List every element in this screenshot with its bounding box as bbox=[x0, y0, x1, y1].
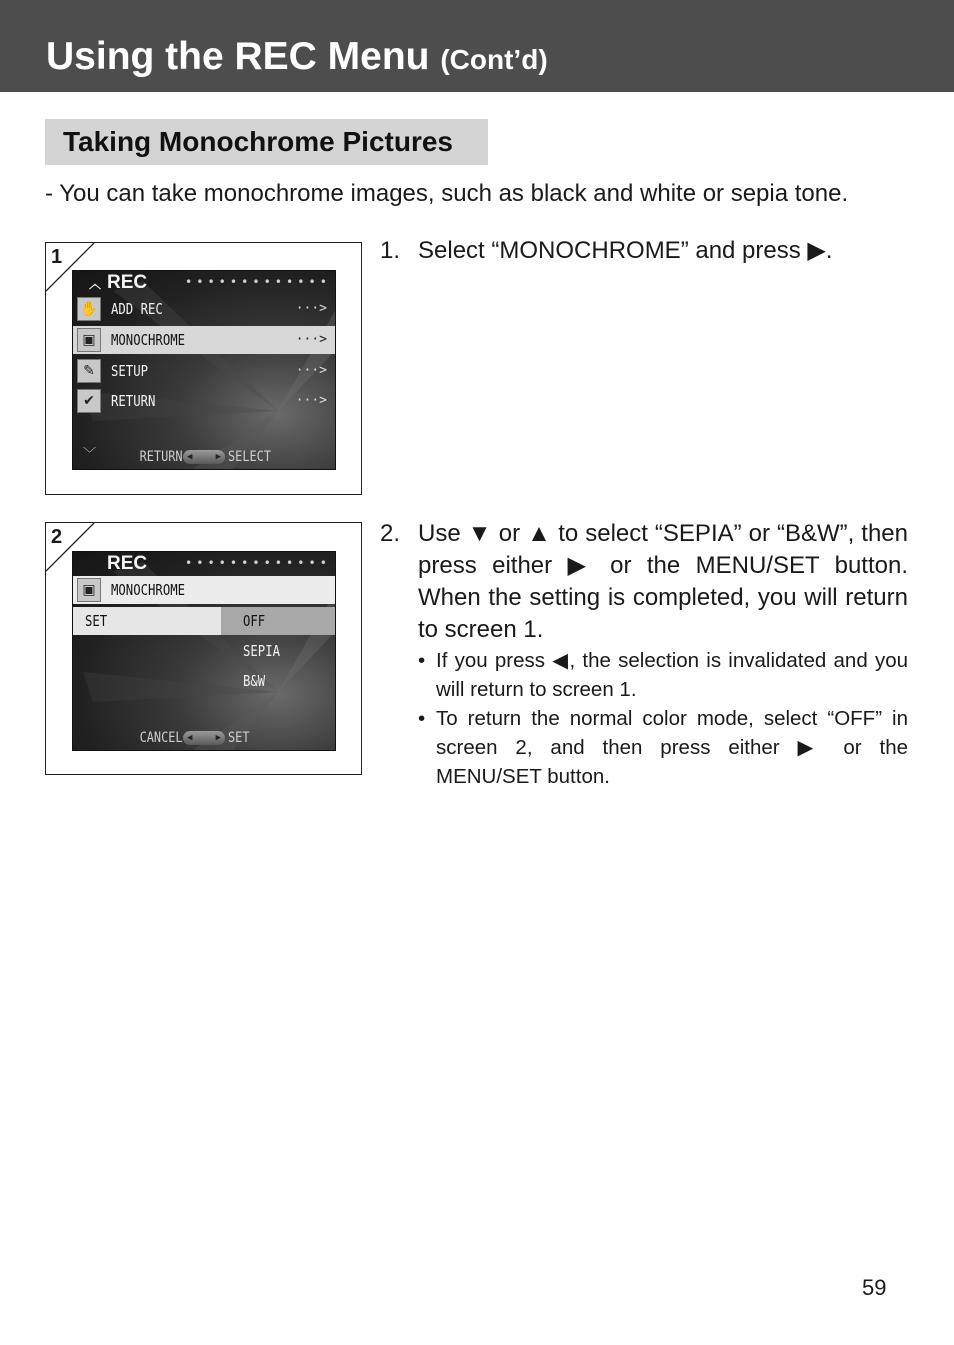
screen-1-number: 1 bbox=[51, 246, 63, 268]
footer-return-label: RETURN bbox=[140, 449, 183, 465]
lcd-menu-title: REC bbox=[107, 553, 148, 574]
screen-2-lcd bbox=[72, 551, 336, 751]
option-sepia[interactable]: SEPIA bbox=[243, 642, 281, 660]
step-2-number: 2. bbox=[380, 520, 401, 547]
menu-item-label: RETURN bbox=[111, 392, 156, 410]
footer-set-label: SET bbox=[228, 730, 250, 746]
step-1-text: Select “MONOCHROME” and press ▶. bbox=[418, 237, 833, 264]
lcd-tab-dots: ••••••••••••• bbox=[185, 556, 331, 570]
menu-item-add-rec[interactable] bbox=[73, 295, 335, 323]
chevron-right-icon: ···> bbox=[295, 301, 327, 316]
step-2 bbox=[380, 518, 908, 646]
option-highlight bbox=[221, 607, 335, 635]
note-text: To return the normal color mode, select “OFF” in screen 2, and then press either ▶ or the MENU/SET button. bbox=[436, 707, 908, 788]
lcd-menu-title-text: REC bbox=[107, 272, 148, 293]
menu-item-return[interactable] bbox=[73, 387, 335, 415]
lcd-footer bbox=[73, 726, 335, 750]
note-item bbox=[418, 646, 908, 704]
menu-item-label: MONOCHROME bbox=[111, 331, 186, 349]
chevron-down-icon: ﹀ bbox=[83, 447, 97, 462]
screen-2-frame bbox=[45, 522, 362, 775]
chevron-right-icon: ···> bbox=[295, 393, 327, 408]
page-title-text: Using the REC Menu bbox=[46, 35, 430, 78]
option-off[interactable]: OFF bbox=[243, 612, 266, 630]
notes-list bbox=[418, 646, 908, 791]
menu-item-label: ADD REC bbox=[111, 300, 163, 318]
set-row bbox=[73, 607, 335, 635]
setup-icon: ✎ bbox=[77, 359, 101, 383]
chevron-up-icon: ︿ bbox=[89, 277, 102, 291]
page-number: 59 bbox=[862, 1275, 887, 1300]
left-right-key-icon: ◀ ▶ bbox=[183, 731, 225, 745]
chevron-right-icon: ···> bbox=[295, 363, 327, 378]
screen-1-frame bbox=[45, 242, 362, 495]
monochrome-icon: ▣ bbox=[77, 328, 101, 352]
left-right-key-icon: ◀ ▶ bbox=[183, 450, 225, 464]
bullet-icon: • bbox=[418, 649, 426, 672]
lcd-footer bbox=[73, 445, 335, 469]
step-2-text: Use ▼ or ▲ to select “SEPIA” or “B&W”, then press either ▶ or the MENU/SET button. When the setting is completed, you will return to screen 1. bbox=[418, 520, 908, 643]
add-rec-icon: ✋ bbox=[77, 297, 101, 321]
screen-2-number: 2 bbox=[51, 526, 63, 548]
bullet-icon: • bbox=[418, 707, 426, 730]
screen-1-lcd bbox=[72, 270, 336, 470]
set-label: SET bbox=[85, 612, 108, 630]
section-title: Taking Monochrome Pictures bbox=[63, 126, 453, 157]
page-title-contd: (Cont’d) bbox=[440, 44, 548, 75]
page-header bbox=[0, 0, 954, 92]
note-text: If you press ◀, the selection is invalidated and you will return to screen 1. bbox=[436, 649, 908, 701]
lcd-menu-title bbox=[89, 272, 147, 295]
menu-item-label: MONOCHROME bbox=[111, 581, 186, 599]
menu-item-monochrome[interactable] bbox=[73, 326, 335, 354]
lcd-tab-dots: ••••••••••••• bbox=[185, 275, 331, 289]
intro-text: - You can take monochrome images, such as black and white or sepia tone. bbox=[45, 180, 849, 207]
section-heading-box bbox=[45, 119, 488, 165]
footer-cancel-label: CANCEL bbox=[140, 730, 183, 746]
menu-item-monochrome bbox=[73, 576, 335, 604]
option-bw[interactable]: B&W bbox=[243, 672, 266, 690]
page-title bbox=[46, 34, 548, 83]
step-1 bbox=[380, 235, 908, 267]
return-icon: ✔ bbox=[77, 389, 101, 413]
chevron-right-icon: ···> bbox=[295, 332, 327, 347]
step-1-number: 1. bbox=[380, 237, 401, 264]
note-item bbox=[418, 704, 908, 791]
footer-select-label: SELECT bbox=[228, 449, 271, 465]
monochrome-icon: ▣ bbox=[77, 578, 101, 602]
menu-item-setup[interactable] bbox=[73, 357, 335, 385]
menu-item-label: SETUP bbox=[111, 362, 149, 380]
